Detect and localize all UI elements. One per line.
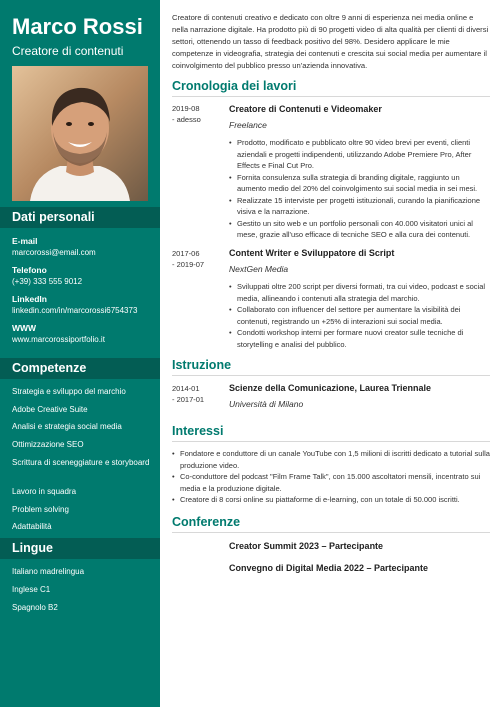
- section-heading-work: Cronologia dei lavori: [172, 78, 490, 97]
- job-date-end: - adesso: [172, 115, 201, 124]
- phone-value[interactable]: (+39) 333 555 9012: [12, 277, 83, 286]
- language-item: Spagnolo B2: [12, 603, 58, 612]
- job-date-end: - 2019-07: [172, 260, 205, 269]
- skill-item: Adattabilità: [12, 522, 52, 531]
- linkedin-label: LinkedIn: [12, 294, 47, 304]
- skill-item: Problem solving: [12, 505, 69, 514]
- job-bullet: • Prodotto, modificato e pubblicato oltre 90 video brevi per eventi, clienti aziendali e progetti indipendenti, utilizzando Adobe Premiere Pro, After Effects e Final Cut Pro.: [229, 137, 490, 172]
- sidebar: [0, 0, 160, 707]
- job-bullet: • Realizzate 15 interviste per progetti istituzionali, curando la pianificazione visiva e la narrazione.: [229, 195, 490, 218]
- skill-item: Strategia e sviluppo del marchio: [12, 387, 126, 396]
- job-bullets: [229, 281, 490, 350]
- education-degree: Scienze della Comunicazione, Laurea Triennale: [229, 383, 432, 393]
- skill-item: Adobe Creative Suite: [12, 405, 88, 414]
- job-company: Freelance: [229, 120, 267, 130]
- email-label: E-mail: [12, 236, 38, 246]
- main-column: [172, 0, 490, 707]
- education-school: Università di Milano: [229, 399, 304, 409]
- job-bullet: • Fornita consulenza sulla strategia di branding digitale, raggiunto un aumento medio del 20% del coinvolgimento sui social media in sei mesi.: [229, 172, 490, 195]
- education-date-end: - 2017-01: [172, 395, 205, 404]
- skill-item: Lavoro in squadra: [12, 487, 77, 496]
- interest-item: • Fondatore e conduttore di un canale YouTube con 1,5 milioni di iscritti dedicato a tutorial sulla produzione video.: [172, 448, 490, 471]
- job-bullet: • Collaborato con influencer del settore per aumentare la visibilità dei contenuti, registrando un +25% di interazioni sui social media.: [229, 304, 490, 327]
- linkedin-value[interactable]: linkedin.com/in/marcorossi6754373: [12, 306, 138, 315]
- job-company: NextGen Media: [229, 264, 289, 274]
- section-heading-personal: Dati personali: [0, 207, 160, 228]
- phone-label: Telefono: [12, 265, 47, 275]
- website-label: WWW: [12, 323, 37, 333]
- profile-summary: Creatore di contenuti creativo e dedicato con oltre 9 anni di esperienza nei media online e nella narrazione digitale. Ha prodotto più di 90 progetti video di alta qualità per clienti di diversi settori, ottenendo un tasso di feedback positivo del 98%. Desidero applicare le mie competenze in videografia, strategia dei contenuti e crescita sui social media per aumentare il coinvolgimento del pubblico presso un'azienda innovativa.: [172, 13, 489, 70]
- candidate-name: Marco Rossi: [12, 14, 143, 39]
- language-item: Italiano madrelingua: [12, 567, 85, 576]
- website-value[interactable]: www.marcorossiportfolio.it: [12, 335, 105, 344]
- section-heading-languages: Lingue: [0, 538, 160, 559]
- job-bullet: • Sviluppati oltre 200 script per diversi formati, tra cui video, podcast e social media, allineando i contenuti alla strategia del marchio.: [229, 281, 490, 304]
- job-date-start: 2017-06: [172, 249, 200, 258]
- interests-list: [172, 448, 490, 506]
- email-value[interactable]: marcorossi@email.com: [12, 248, 96, 257]
- conference-item: Creator Summit 2023 – Partecipante: [229, 541, 384, 551]
- skill-item: Ottimizzazione SEO: [12, 440, 84, 449]
- candidate-role: Creatore di contenuti: [12, 44, 124, 58]
- job-date-start: 2019-08: [172, 104, 200, 113]
- job-bullet: • Gestito un sito web e un portfolio personali con 40.000 visitatori unici al mese, grazie all'uso efficace di tecniche SEO e alla cura dei contenuti.: [229, 218, 490, 241]
- conference-item: Convegno di Digital Media 2022 – Partecipante: [229, 563, 429, 573]
- interest-item: • Creatore di 8 corsi online su piattaforme di e-learning, con un totale di 50.000 iscritti.: [172, 494, 490, 506]
- section-heading-interests: Interessi: [172, 423, 490, 442]
- skill-item: Scrittura di sceneggiature e storyboard: [12, 458, 150, 467]
- job-title: Creatore di Contenuti e Videomaker: [229, 104, 382, 114]
- job-title: Content Writer e Sviluppatore di Script: [229, 248, 395, 258]
- profile-photo: [12, 66, 148, 201]
- section-heading-skills: Competenze: [0, 358, 160, 379]
- job-bullets: [229, 137, 490, 241]
- skill-item: Analisi e strategia social media: [12, 422, 122, 431]
- language-item: Inglese C1: [12, 585, 51, 594]
- education-date-start: 2014-01: [172, 384, 200, 393]
- section-heading-conferences: Conferenze: [172, 514, 490, 533]
- job-bullet: • Condotti workshop interni per formare nuovi creator sulle tecniche di storytelling e analisi del pubblico.: [229, 327, 490, 350]
- section-heading-education: Istruzione: [172, 357, 490, 376]
- interest-item: • Co-conduttore del podcast "Film Frame Talk", con 15.000 ascoltatori mensili, incentrato sui media e la produzione digitale.: [172, 471, 490, 494]
